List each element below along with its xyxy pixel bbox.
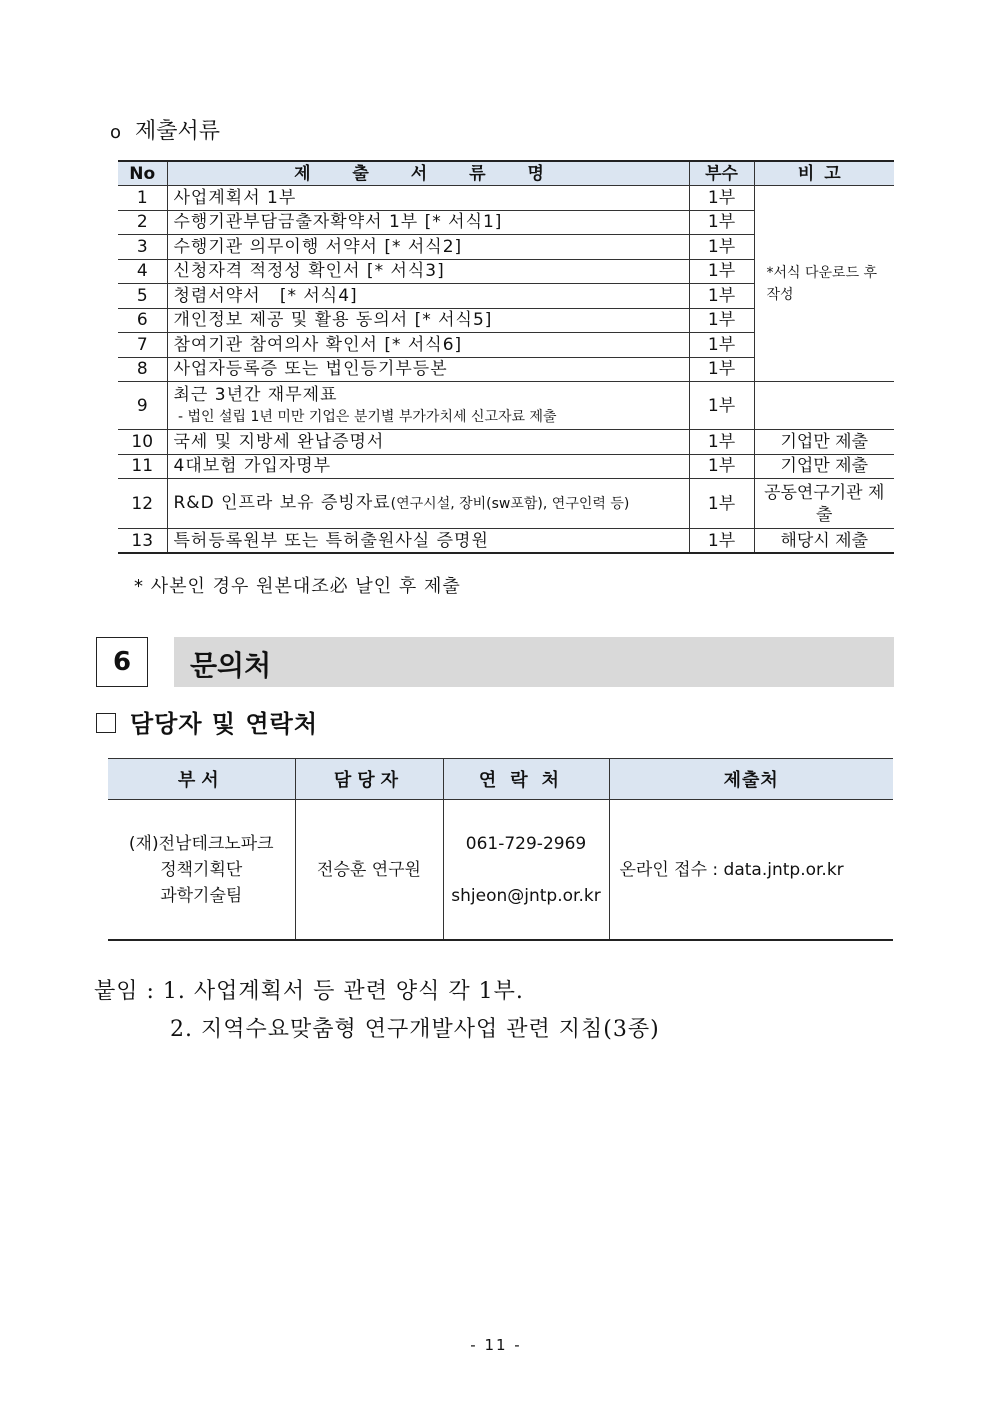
row-no: 13 bbox=[118, 529, 167, 554]
row-name: 사업계획서 1부 bbox=[167, 186, 689, 211]
row-remark: 해당시 제출 bbox=[754, 529, 894, 554]
dept-line: 과학기술팀 bbox=[160, 885, 243, 906]
row-remark: 기업만 제출 bbox=[754, 454, 894, 479]
attachment-item: 2. 지역수요맞춤형 연구개발사업 관련 지침(3종) bbox=[170, 1017, 660, 1042]
col-header-copies: 부수 bbox=[689, 161, 754, 186]
row-copies: 1부 bbox=[689, 529, 754, 554]
contact-header-row bbox=[108, 759, 893, 800]
contact-row bbox=[108, 800, 893, 941]
col-header-dept: 부서 bbox=[108, 759, 295, 800]
row-copies: 1부 bbox=[689, 479, 754, 529]
row-name: 특허등록원부 또는 특허출원사실 증명원 bbox=[167, 529, 689, 554]
row-no: 11 bbox=[118, 454, 167, 479]
dept-line: 정책기획단 bbox=[160, 859, 243, 880]
email-link[interactable]: shjeon@jntp.or.kr bbox=[451, 885, 601, 906]
row-copies: 1부 bbox=[689, 235, 754, 260]
attachment-row bbox=[94, 1011, 660, 1049]
dept-line: (재)전남테크노파크 bbox=[128, 833, 274, 854]
submit-cell: 온라인 접수 : data.jntp.or.kr bbox=[609, 800, 893, 941]
contact-heading-text: 담당자 및 연락처 bbox=[130, 710, 318, 738]
page-number: - 11 - bbox=[470, 1336, 522, 1354]
square-bullet-icon bbox=[96, 713, 116, 733]
row-no: 9 bbox=[118, 382, 167, 430]
dept-cell bbox=[108, 800, 295, 941]
row-name: 4대보험 가입자명부 bbox=[167, 454, 689, 479]
table-row bbox=[118, 454, 894, 479]
row-copies: 1부 bbox=[689, 357, 754, 382]
docs-heading bbox=[110, 114, 220, 145]
table-row bbox=[118, 479, 894, 529]
row-no: 2 bbox=[118, 210, 167, 235]
row-no: 12 bbox=[118, 479, 167, 529]
section-number: 6 bbox=[96, 637, 148, 687]
row-name: 참여기관 참여의사 확인서 [* 서식6] bbox=[167, 333, 689, 358]
col-header-contact: 연락처 bbox=[443, 759, 609, 800]
row-copies: 1부 bbox=[689, 210, 754, 235]
table-row bbox=[118, 186, 894, 211]
table-row bbox=[118, 430, 894, 455]
merged-remark-text: *서식 다운로드 후 작성 bbox=[766, 264, 878, 303]
row-name-sub: - 법인 설립 1년 미만 기업은 분기별 부가가치세 신고자료 제출 bbox=[173, 408, 557, 425]
contact-heading bbox=[96, 704, 318, 739]
table-row bbox=[118, 529, 894, 554]
row-name-main: R&D 인프라 보유 증빙자료 bbox=[173, 493, 391, 513]
merged-remark bbox=[754, 186, 894, 382]
attachments bbox=[94, 973, 660, 1049]
row-copies: 1부 bbox=[689, 284, 754, 309]
section-title-bar bbox=[174, 637, 894, 687]
row-no: 7 bbox=[118, 333, 167, 358]
row-name: 수행기관부담금출자확약서 1부 [* 서식1] bbox=[167, 210, 689, 235]
circle-bullet-icon: o bbox=[110, 122, 122, 143]
row-name: 개인정보 제공 및 활용 동의서 [* 서식5] bbox=[167, 308, 689, 333]
row-copies: 1부 bbox=[689, 259, 754, 284]
row-copies: 1부 bbox=[689, 454, 754, 479]
row-name bbox=[167, 382, 689, 430]
row-name-main: 최근 3년간 재무제표 bbox=[173, 384, 338, 405]
col-header-remarks: 비고 bbox=[754, 161, 894, 186]
col-header-name: 제 출 서 류 명 bbox=[167, 161, 689, 186]
row-no: 6 bbox=[118, 308, 167, 333]
row-remark: 공동연구기관 제출 bbox=[754, 479, 894, 529]
row-name bbox=[167, 479, 689, 529]
row-no: 1 bbox=[118, 186, 167, 211]
contact-table bbox=[108, 758, 893, 941]
phone-number: 061-729-2969 bbox=[465, 833, 587, 854]
contact-cell bbox=[443, 800, 609, 941]
attachment-label: 붙임 : bbox=[94, 979, 155, 1004]
col-header-submit: 제출처 bbox=[609, 759, 893, 800]
row-no: 10 bbox=[118, 430, 167, 455]
col-header-no: No bbox=[118, 161, 167, 186]
docs-heading-text: 제출서류 bbox=[135, 119, 221, 144]
attachment-item: 1. 사업계획서 등 관련 양식 각 1부. bbox=[162, 979, 524, 1004]
row-name: 국세 및 지방세 완납증명서 bbox=[167, 430, 689, 455]
table-row bbox=[118, 382, 894, 430]
row-name: 수행기관 의무이행 서약서 [* 서식2] bbox=[167, 235, 689, 260]
section-title: 문의처 bbox=[190, 649, 272, 682]
row-name: 청렴서약서 [* 서식4] bbox=[167, 284, 689, 309]
documents-table bbox=[118, 160, 894, 554]
row-remark bbox=[754, 382, 894, 430]
row-no: 8 bbox=[118, 357, 167, 382]
row-copies: 1부 bbox=[689, 430, 754, 455]
copy-note: * 사본인 경우 원본대조必 날인 후 제출 bbox=[134, 576, 461, 597]
row-no: 4 bbox=[118, 259, 167, 284]
row-no: 5 bbox=[118, 284, 167, 309]
row-name-small: (연구시설, 장비(sw포함), 연구인력 등) bbox=[390, 496, 630, 512]
row-name: 사업자등록증 또는 법인등기부등본 bbox=[167, 357, 689, 382]
attachment-row bbox=[94, 973, 660, 1011]
row-copies: 1부 bbox=[689, 333, 754, 358]
table-header-row bbox=[118, 161, 894, 186]
col-header-person: 담당자 bbox=[295, 759, 443, 800]
row-no: 3 bbox=[118, 235, 167, 260]
row-remark: 기업만 제출 bbox=[754, 430, 894, 455]
row-name: 신청자격 적정성 확인서 [* 서식3] bbox=[167, 259, 689, 284]
row-copies: 1부 bbox=[689, 308, 754, 333]
row-copies: 1부 bbox=[689, 186, 754, 211]
row-copies: 1부 bbox=[689, 382, 754, 430]
person-cell: 전승훈 연구원 bbox=[295, 800, 443, 941]
